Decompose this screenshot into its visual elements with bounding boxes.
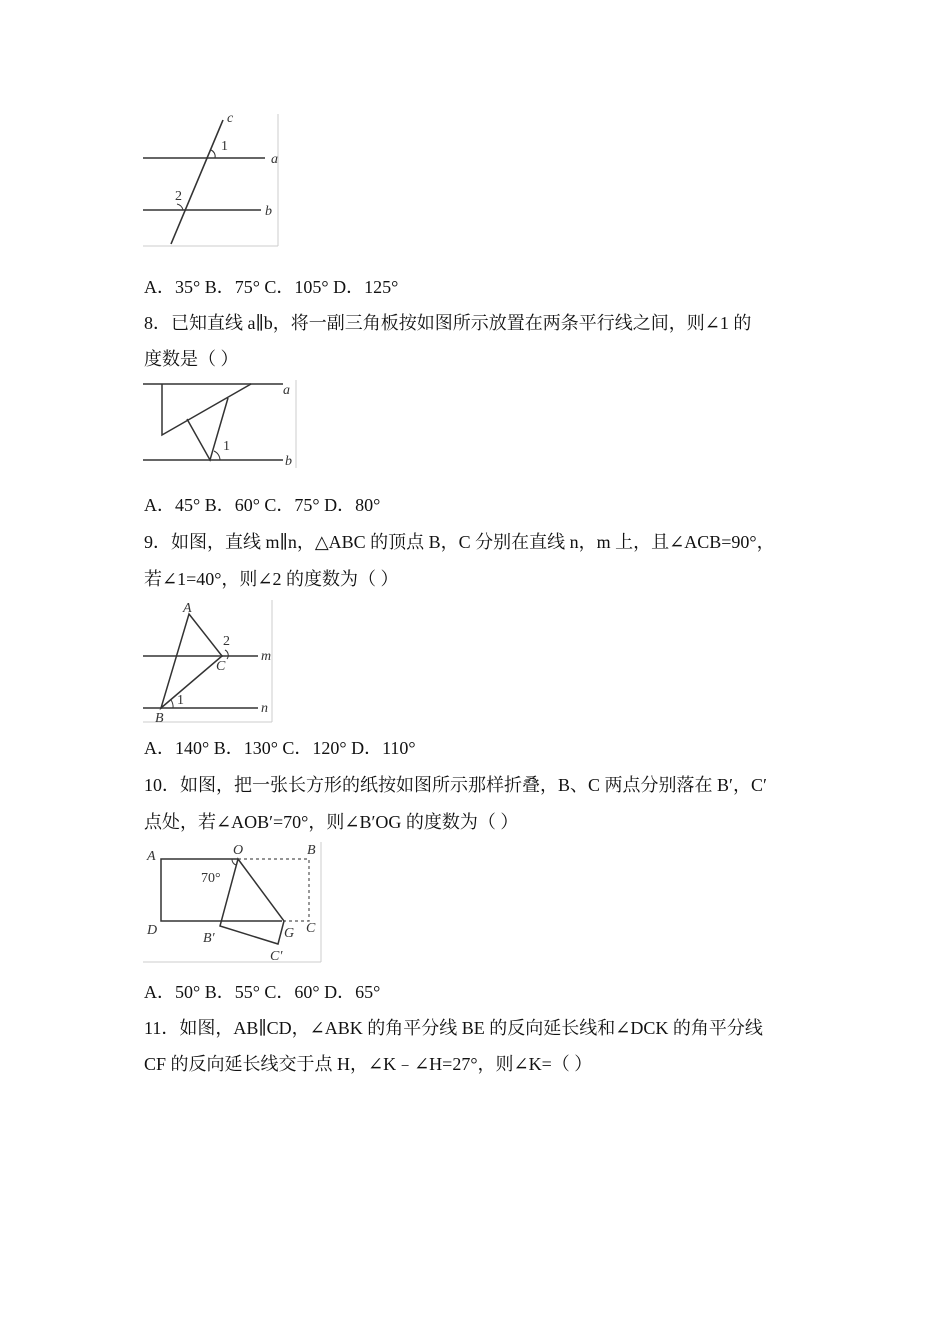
q7-label-c: c: [227, 112, 234, 126]
q10-label-Bprime: B′: [203, 931, 215, 946]
q9-label-B: B: [155, 711, 164, 726]
q10-angle-70: 70°: [201, 871, 221, 886]
q9-line1: 9．如图，直线 m∥n，△ABC 的顶点 B，C 分别在直线 n，m 上，且∠ACB=90°，: [144, 532, 775, 552]
q10-label-D: D: [147, 923, 158, 938]
q7-label-a: a: [271, 152, 278, 167]
q9-angle-1: 1: [177, 693, 184, 708]
q8-options: A．45° B．60° C．75° D．80°: [144, 495, 381, 515]
q8-line1: 8．已知直线 a∥b，将一副三角板按如图所示放置在两条平行线之间，则∠1 的: [144, 313, 752, 333]
q11-line2: CF 的反向延长线交于点 H，∠K﹣∠H=27°，则∠K=（ ）: [144, 1054, 593, 1074]
q9-figure: [143, 598, 283, 726]
q9-label-n: n: [261, 701, 268, 716]
q10-label-C: C: [306, 921, 316, 936]
q9-label-A: A: [183, 601, 192, 616]
q8-label-b: b: [285, 454, 292, 469]
q10-label-A: A: [147, 849, 156, 864]
q7-angle-1: 1: [221, 139, 228, 154]
q9-line2: 若∠1=40°，则∠2 的度数为（ ）: [144, 569, 399, 589]
q10-figure: [143, 840, 328, 966]
q10-label-G: G: [284, 926, 295, 941]
q9-label-C: C: [216, 659, 226, 674]
q10-line1: 10．如图，把一张长方形的纸按如图所示那样折叠，B、C 两点分别落在 B′，C′: [144, 775, 767, 795]
q7-options: A．35° B．75° C．105° D．125°: [144, 277, 399, 297]
q11-line1: 11．如图，AB∥CD，∠ABK 的角平分线 BE 的反向延长线和∠DCK 的角平分线: [144, 1018, 763, 1038]
q8-figure: [143, 378, 303, 470]
q10-line2: 点处，若∠AOB′=70°，则∠B′OG 的度数为（ ）: [144, 812, 519, 832]
q7-angle-2: 2: [175, 189, 182, 204]
q10-label-O: O: [233, 843, 244, 858]
q10-label-B: B: [307, 843, 316, 858]
q9-options: A．140° B．130° C．120° D．110°: [144, 738, 416, 758]
q8-angle-1: 1: [223, 439, 230, 454]
q10-options: A．50° B．55° C．60° D．65°: [144, 982, 381, 1002]
q9-label-m: m: [261, 649, 272, 664]
q7-label-b: b: [265, 204, 272, 219]
q10-label-Cprime: C′: [270, 949, 283, 964]
q8-label-a: a: [283, 383, 290, 398]
q7-figure: [143, 112, 283, 248]
q9-angle-2: 2: [223, 634, 230, 649]
q8-line2: 度数是（ ）: [144, 349, 239, 369]
